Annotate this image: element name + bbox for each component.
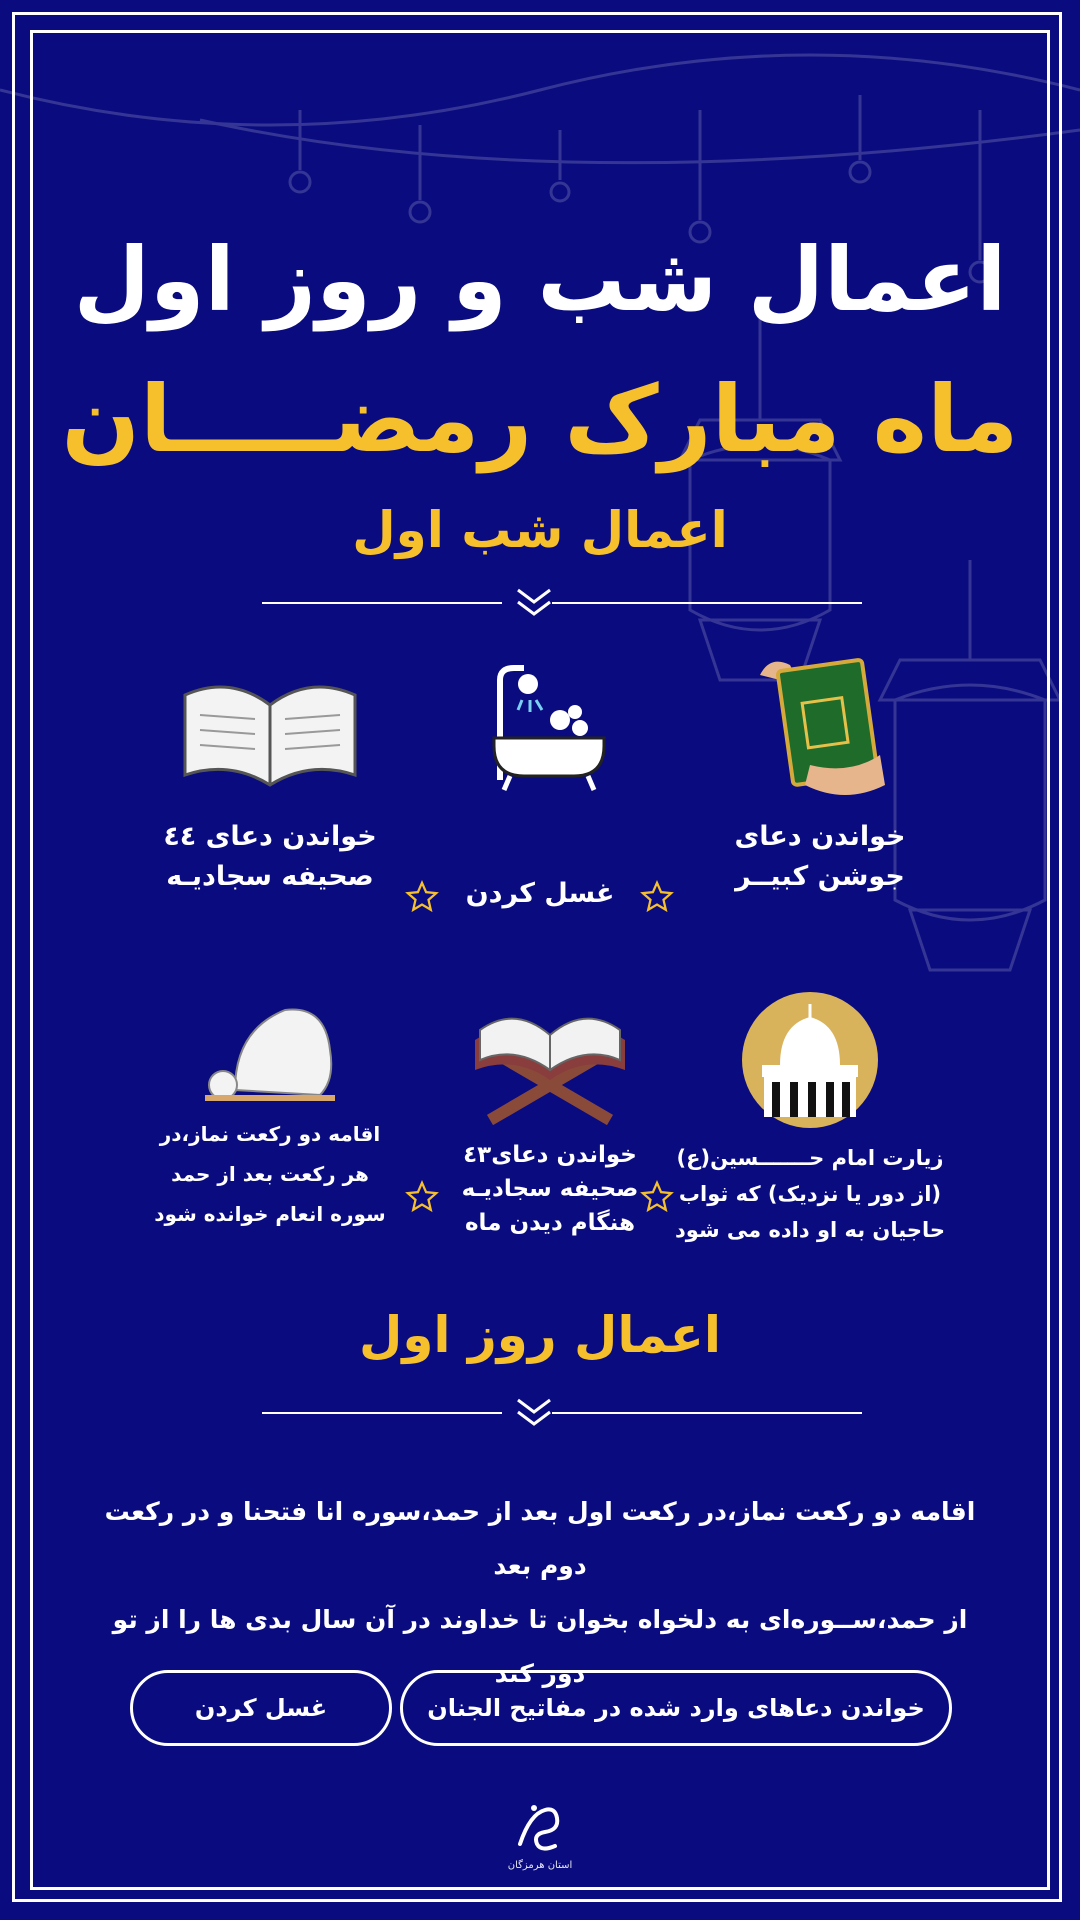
item-namaz-line2: هر رکعت بعد از حمد bbox=[171, 1162, 369, 1186]
item-dua43-line2: صحیفه سجادیـه bbox=[461, 1176, 639, 1202]
day-paragraph-line2: از حمد،ســوره‌ای به دلخواه بخوان تا خداوند در آن سال بدی ها را از تو دور کند bbox=[112, 1605, 968, 1688]
main-subtitle: ماه مبارک رمضـــــان bbox=[61, 366, 1019, 473]
day-paragraph bbox=[90, 1485, 990, 1701]
pill-ghusl-label: غسل کردن bbox=[194, 1694, 328, 1722]
pill-mafatih-label: خواندن دعاهای وارد شده در مفاتیح الجنان bbox=[427, 1694, 925, 1722]
item-joshan-line1: خواندن دعای bbox=[734, 821, 906, 852]
open-book-icon bbox=[175, 675, 365, 795]
item-ziyarat-line2: (از دور یا نزدیک) که ثواب bbox=[678, 1182, 942, 1206]
bathtub-shower-icon bbox=[470, 660, 610, 800]
item-dua44-line2: صحیفه سجادیـه bbox=[166, 861, 374, 892]
item-ziyarat-line3: حاجیان به او داده می شود bbox=[675, 1218, 945, 1242]
item-dua43-line1: خواندن دعای٤٣ bbox=[463, 1142, 637, 1168]
item-ghusl bbox=[440, 660, 640, 914]
section-day-title: اعمال روز اول bbox=[358, 1306, 722, 1364]
pill-ghusl bbox=[130, 1670, 392, 1746]
star-icon bbox=[405, 880, 439, 914]
star-icon bbox=[405, 1180, 439, 1214]
pill-mafatih bbox=[400, 1670, 952, 1746]
logo-caption: استان هرمزگان bbox=[507, 1860, 573, 1871]
item-namaz-line3: سوره انعام خوانده شود bbox=[154, 1202, 386, 1226]
chevron-down-icon bbox=[514, 1394, 554, 1430]
item-dua-43 bbox=[430, 990, 670, 1240]
quran-stand-icon bbox=[460, 990, 640, 1130]
star-icon bbox=[640, 880, 674, 914]
divider-day bbox=[262, 1392, 862, 1432]
item-namaz bbox=[150, 990, 390, 1234]
divider-night bbox=[262, 582, 862, 622]
quran-book-icon bbox=[750, 645, 890, 805]
item-dua44-line1: خواندن دعای ٤٤ bbox=[163, 821, 377, 852]
item-ziyarat-line1: زیارت امام حـــــــسین(ع) bbox=[676, 1146, 944, 1170]
item-joshan-kabir bbox=[720, 645, 920, 897]
shrine-icon bbox=[740, 990, 880, 1130]
main-title: اعمال شب و روز اول bbox=[73, 228, 1007, 331]
item-ziyarat bbox=[670, 990, 950, 1248]
day-paragraph-line1: اقامه دو رکعت نماز،در رکعت اول بعد از حمد،سوره انا فتحنا و در رکعت دوم بعد bbox=[104, 1497, 976, 1580]
chevron-down-icon bbox=[514, 584, 554, 620]
logo bbox=[490, 1800, 590, 1871]
section-night-title: اعمال شب اول bbox=[352, 501, 728, 559]
logo-mark-icon bbox=[510, 1800, 570, 1856]
item-dua-44 bbox=[150, 675, 390, 897]
item-joshan-line2: جوشن کبیــر bbox=[735, 861, 905, 892]
prostration-icon bbox=[195, 990, 345, 1110]
item-dua43-line3: هنگام دیدن ماه bbox=[464, 1210, 636, 1236]
item-ghusl-line1: غسل کردن bbox=[465, 878, 615, 909]
item-namaz-line1: اقامه دو رکعت نماز،در bbox=[159, 1122, 381, 1146]
